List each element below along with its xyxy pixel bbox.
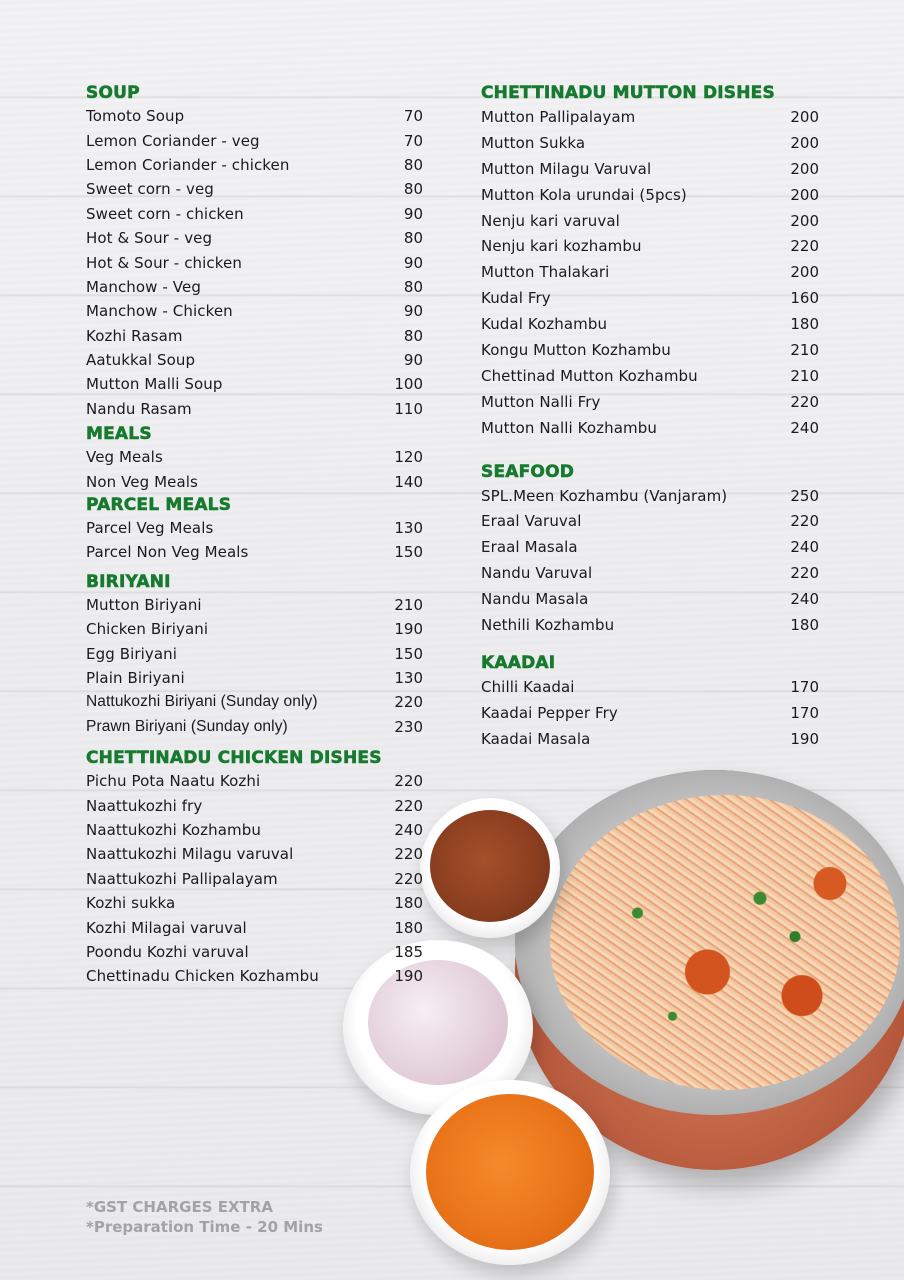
item-name: Mutton Malli Soup [86,375,223,394]
item-price: 210 [790,340,819,359]
item-name: Kaadai Masala [481,729,591,748]
item-name: Naattukozhi fry [86,796,203,815]
menu-item [86,715,423,739]
kesari-bowl [410,1080,610,1265]
item-name: Naattukozhi Kozhambu [86,820,261,839]
menu-item [86,372,423,396]
menu-item [86,177,423,201]
menu-item [86,299,423,323]
item-name: Mutton Milagu Varuval [481,159,652,178]
section-title: KAADAI [481,652,556,673]
menu-item [481,389,819,415]
item-name: Hot & Sour - chicken [86,253,242,272]
item-name: Nenju kari kozhambu [481,237,642,256]
menu-item [86,516,423,540]
item-name: Sweet corn - chicken [86,204,244,223]
menu-item [481,586,819,612]
menu-item [86,842,423,866]
menu-item [86,867,423,891]
menu-left-column [86,82,423,989]
item-name: Manchow - Chicken [86,302,233,321]
gravy-bowl [420,798,560,938]
item-price: 90 [403,253,423,272]
item-name: Mutton Thalakari [481,263,610,282]
item-name: Mutton Sukka [481,133,586,152]
item-name: Mutton Kola urundai (5pcs) [481,185,687,204]
section-title: CHETTINADU MUTTON DISHES [481,83,775,103]
menu-item [86,348,423,372]
menu-item [481,363,819,389]
item-price: 80 [403,180,423,199]
item-name: Mutton Biriyani [86,595,202,614]
item-price: 240 [790,538,819,557]
menu-item [481,415,819,441]
menu-item [86,153,423,177]
item-name: Parcel Veg Meals [86,519,214,538]
item-price: 220 [394,796,423,815]
item-price: 70 [403,131,423,150]
item-name: Chettinadu Chicken Kozhambu [86,967,319,986]
menu-item [86,250,423,274]
item-price: 70 [403,107,423,126]
item-price: 130 [394,669,423,687]
item-name: Naattukozhi Pallipalayam [86,869,278,888]
item-price: 160 [790,289,819,308]
item-price: 90 [403,351,423,370]
item-name: Non Veg Meals [86,472,198,491]
item-price: 220 [790,512,819,531]
item-price: 220 [394,845,423,864]
item-price: 250 [790,486,819,505]
item-name: Kozhi sukka [86,894,176,913]
item-price: 150 [394,543,423,562]
item-price: 190 [790,729,819,748]
item-name: Lemon Coriander - veg [86,131,260,150]
item-price: 240 [790,418,819,437]
item-price: 180 [790,315,819,334]
menu-item [86,324,423,348]
item-price: 200 [790,133,819,152]
item-name: Nenju kari varuval [481,211,620,230]
menu-item [86,226,423,250]
item-price: 200 [790,263,819,282]
item-name: Naattukozhi Milagu varuval [86,845,294,864]
item-name: Prawn Biriyani (Sunday only) [86,717,288,735]
menu-item [86,540,423,564]
item-name: Nandu Masala [481,590,589,609]
menu-item [86,793,423,817]
item-price: 180 [790,615,819,634]
menu-item [481,182,819,208]
item-price: 240 [394,820,423,839]
item-price: 80 [403,155,423,174]
item-price: 185 [394,942,423,961]
item-name: SPL.Meen Kozhambu (Vanjaram) [481,486,728,505]
section-title: SEAFOOD [481,461,575,482]
item-price: 220 [790,564,819,583]
menu-item [86,891,423,915]
item-price: 210 [790,366,819,385]
item-price: 190 [394,620,423,639]
item-name: Lemon Coriander - chicken [86,155,290,174]
item-price: 220 [790,237,819,256]
item-price: 220 [394,869,423,888]
menu-item [86,641,423,665]
item-price: 100 [394,375,423,394]
menu-item [481,534,819,560]
item-price: 200 [790,211,819,230]
menu-item [86,666,423,690]
menu-item [86,104,423,128]
item-price: 180 [394,894,423,913]
item-name: Sweet corn - veg [86,180,214,199]
menu-item [86,445,423,469]
item-name: Kudal Kozhambu [481,315,608,334]
menu-item [481,612,819,638]
item-name: Kongu Mutton Kozhambu [481,340,671,359]
item-price: 200 [790,107,819,126]
item-price: 90 [403,204,423,223]
section-kaadai [481,652,819,752]
item-name: Mutton Pallipalayam [481,107,636,126]
item-name: Nattukozhi Biriyani (Sunday only) [86,693,318,711]
item-name: Hot & Sour - veg [86,229,213,248]
item-name: Nandu Rasam [86,399,192,418]
menu-item [481,259,819,285]
menu-item [86,818,423,842]
menu-item [481,130,819,156]
section-seafood [481,461,819,638]
item-price: 210 [394,595,423,614]
menu-item [86,128,423,152]
item-name: Manchow - Veg [86,277,201,296]
item-price: 180 [394,918,423,937]
item-price: 80 [403,229,423,248]
item-name: Chettinad Mutton Kozhambu [481,366,698,385]
menu-item [86,593,423,617]
gst-note: *GST CHARGES EXTRA [86,1198,273,1216]
menu-item [86,275,423,299]
item-price: 80 [403,326,423,345]
menu-item [481,726,819,752]
item-name: Nandu Varuval [481,564,593,583]
item-price: 200 [790,185,819,204]
section-title: SOUP [86,83,140,103]
menu-item [481,560,819,586]
item-name: Mutton Nalli Fry [481,392,601,411]
item-name: Veg Meals [86,448,163,467]
item-name: Chicken Biriyani [86,620,209,639]
menu-item [481,337,819,363]
section-parcel-meals [86,494,423,565]
item-price: 220 [394,772,423,791]
item-price: 190 [394,967,423,986]
menu-item [481,208,819,234]
menu-item [86,964,423,988]
item-price: 90 [403,302,423,321]
section-meals [86,423,423,494]
item-name: Aatukkal Soup [86,351,196,370]
item-price: 200 [790,159,819,178]
menu-item [86,469,423,493]
section-chettinadu-mutton [481,82,819,441]
item-name: Kaadai Pepper Fry [481,703,618,722]
item-price: 220 [394,693,423,712]
item-name: Poondu Kozhi varuval [86,942,249,961]
menu-item [481,483,819,509]
item-price: 170 [790,703,819,722]
item-price: 170 [790,677,819,696]
menu-item [86,940,423,964]
item-name: Nethili Kozhambu [481,615,615,634]
menu-item [86,769,423,793]
item-name: Eraal Masala [481,538,578,557]
item-name: Kudal Fry [481,289,551,308]
item-name: Parcel Non Veg Meals [86,543,249,562]
footnotes [86,1197,323,1237]
menu-item [481,104,819,130]
prep-time-note: *Preparation Time - 20 Mins [86,1218,323,1236]
menu-item [86,397,423,421]
item-name: Pichu Pota Naatu Kozhi [86,772,261,791]
biryani-rice [550,795,900,1090]
item-price: 150 [394,644,423,663]
item-name: Kozhi Rasam [86,326,183,345]
section-chettinadu-chicken [86,747,423,989]
menu-item [86,690,423,714]
menu-item [86,617,423,641]
item-name: Tomoto Soup [86,107,185,126]
item-name: Plain Biriyani [86,669,185,687]
menu-item [481,233,819,259]
menu-item [86,202,423,226]
item-price: 120 [394,448,423,467]
menu-item [481,508,819,534]
section-title: MEALS [86,424,152,445]
item-name: Egg Biriyani [86,644,178,663]
menu-right-column [481,82,819,752]
item-price: 130 [394,519,423,538]
item-price: 140 [394,472,423,491]
menu-item [481,156,819,182]
item-price: 80 [403,277,423,296]
menu-item [481,674,819,700]
item-name: Kozhi Milagai varuval [86,918,247,937]
section-title: CHETTINADU CHICKEN DISHES [86,747,382,768]
section-biriyani [86,571,423,739]
section-soup [86,82,423,421]
menu-item [86,915,423,939]
item-name: Mutton Nalli Kozhambu [481,418,657,437]
section-title: BIRIYANI [86,571,171,592]
menu-item [481,285,819,311]
item-price: 230 [394,717,423,736]
item-price: 220 [790,392,819,411]
menu-item [481,311,819,337]
item-price: 240 [790,590,819,609]
item-name: Chilli Kaadai [481,677,575,696]
item-name: Eraal Varuval [481,512,582,531]
section-title: PARCEL MEALS [86,494,232,515]
item-price: 110 [394,399,423,418]
menu-item [481,700,819,726]
